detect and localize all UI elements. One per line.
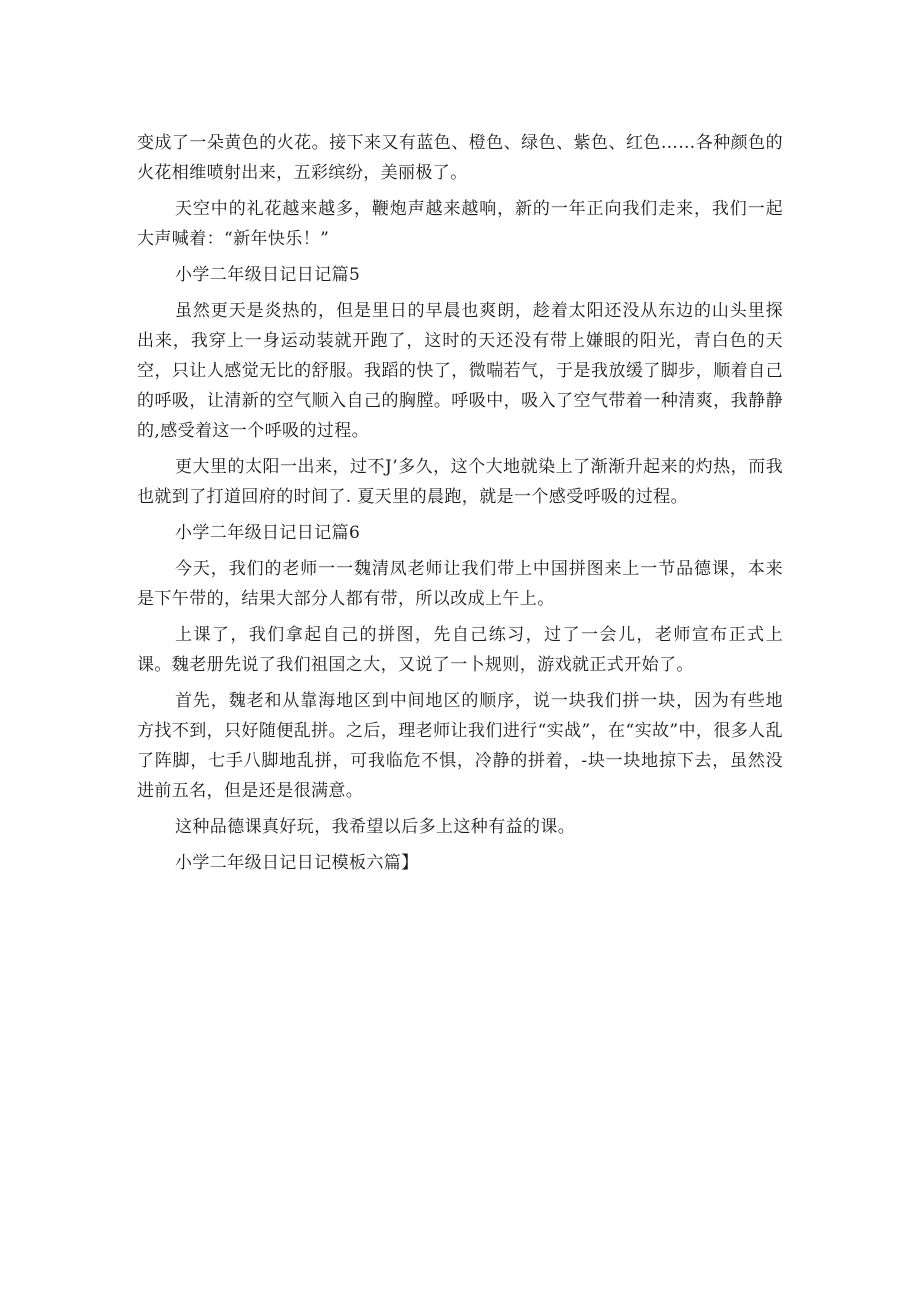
document-page (137, 128, 783, 878)
paragraph-conclusion: 这种品德课真好玩，我希望以后多上这种有益的课。 (175, 817, 576, 837)
paragraph-class-start: 上课了，我们拿起自己的拼图，先自己练习，过了一会儿，老师宣布正式上课。魏老册先说了我们祖国之大，又说了一卜规则，游戏就正式开始了。 (137, 625, 783, 675)
paragraph-morning-run: 虽然更天是炎热的，但是里日的早晨也爽朗，趁着太阳还没从东边的山头里探出来，我穿上一身运动装就开跑了，这时的天还没有带上嫌眼的阳光，青白色的天空，只让人感觉无比的舒服。我蹈的快了，微喘若气，于是我放缓了脚步，顺着自己的呼吸，让清新的空气顺入自己的胸膛。呼吸中，吸入了空气带着一种清爽，我静静的,感受着这一个呼吸的过程。 (137, 301, 783, 441)
paragraph-puzzle-intro: 今天，我们的老师一一魏清凤老师让我们带上中国拼图来上一节品德课，本来是下午带的，结果大部分人都有带，所以改成上午上。 (137, 559, 783, 609)
section-heading-5: 小学二年级日记日记篇5 (175, 265, 361, 285)
paragraph-fireworks-end: 变成了一朵黄色的火花。接下来又有蓝色、橙色、绿色、紫色、红色……各种颜色的火花相维喷射出来，五彩缤纷，美丽极了。 (137, 133, 783, 183)
section-heading-6: 小学二年级日记日记篇6 (175, 523, 361, 543)
paragraph-summer-sun: 更大里的太阳一出来，过不J’多久，这个大地就染上了渐渐升起来的灼热，而我也就到了打道回府的时间了. 夏天里的晨跑，就是一个感受呼吸的过程。 (137, 457, 783, 507)
closing-title: 小学二年级日记日记模板六篇】 (175, 853, 419, 873)
paragraph-new-year: 天空中的礼花越来越多，鞭炮声越来越响，新的一年正向我们走来，我们一起大声喊着：“新年快乐！” (137, 199, 783, 249)
paragraph-puzzle-game: 首先，魏老和从靠海地区到中间地区的顺序，说一块我们拼一块，因为有些地方找不到，只好随便乱拼。之后，理老师让我们进行“实战”，在“实故”中，很多人乱了阵脚，七手八脚地乱拼，可我临危不惧，冷静的拼着，-块一块地掠下去，虽然没进前五名，但是还是很满意。 (137, 691, 783, 801)
